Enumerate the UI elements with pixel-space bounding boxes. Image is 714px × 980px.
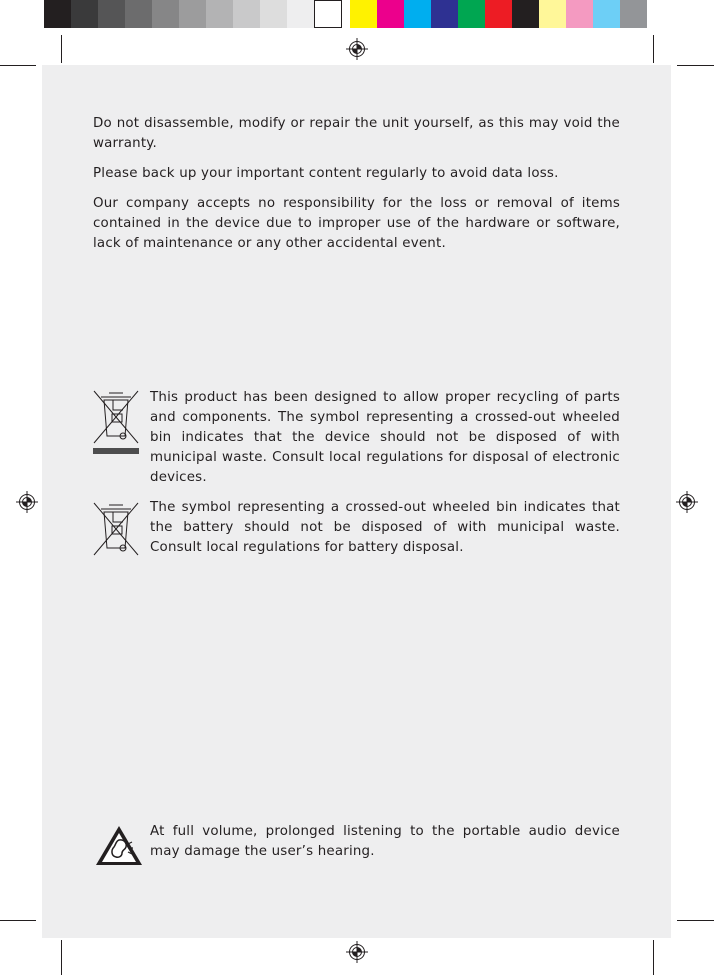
crop-mark [677,65,714,66]
color-swatch [71,0,98,28]
crossed-out-wheeled-bin-icon [92,500,140,558]
registration-mark-icon [346,941,368,963]
color-swatch [179,0,206,28]
crop-mark [653,35,654,63]
color-swatch [620,0,647,28]
crossed-out-wheeled-bin-icon [92,388,140,456]
color-swatch [350,0,377,28]
recycling-notice: This product has been designed to allow proper recycling of parts and components. The symbol representing a crossed-out wheeled bin indicates that the device should not be disposed of with municipal waste. Consult local regulations for disposal of electronic devices. [150,390,620,485]
crop-mark [677,920,714,921]
color-swatch [44,0,71,28]
crop-mark [653,940,654,975]
hearing-warning-text: At full volume, prolonged listening to the portable audio device may damage the user’s hearing. [150,824,620,859]
color-swatch [152,0,179,28]
registration-mark-icon [346,38,368,60]
crop-mark [61,35,62,63]
color-calibration-bar [44,0,647,28]
crop-mark [61,940,62,975]
backup-paragraph: Please back up your important content regularly to avoid data loss. [93,166,559,181]
color-swatch [485,0,512,28]
color-swatch [539,0,566,28]
color-swatch [233,0,260,28]
color-swatch [125,0,152,28]
color-swatch [404,0,431,28]
battery-notice: The symbol representing a crossed-out wheeled bin indicates that the battery should not be disposed of with municipal waste. Consult local regulations for battery disposal. [150,500,620,555]
color-swatch [431,0,458,28]
hearing-warning-icon [94,824,144,868]
crop-mark [0,920,36,921]
color-swatch [314,0,342,28]
color-swatch [98,0,125,28]
liability-paragraph: Our company accepts no responsibility for the loss or removal of items contained in the device due to improper use of the hardware or software, lack of maintenance or any other accidental event. [93,196,620,251]
color-swatch [206,0,233,28]
color-swatch [512,0,539,28]
registration-mark-icon [16,491,38,513]
color-swatch [593,0,620,28]
color-swatch [377,0,404,28]
color-swatch [260,0,287,28]
color-swatch [287,0,314,28]
color-swatch [458,0,485,28]
registration-mark-icon [676,491,698,513]
warranty-paragraph: Do not disassemble, modify or repair the unit yourself, as this may void the warranty. [93,116,620,151]
color-swatch [566,0,593,28]
crop-mark [0,65,36,66]
